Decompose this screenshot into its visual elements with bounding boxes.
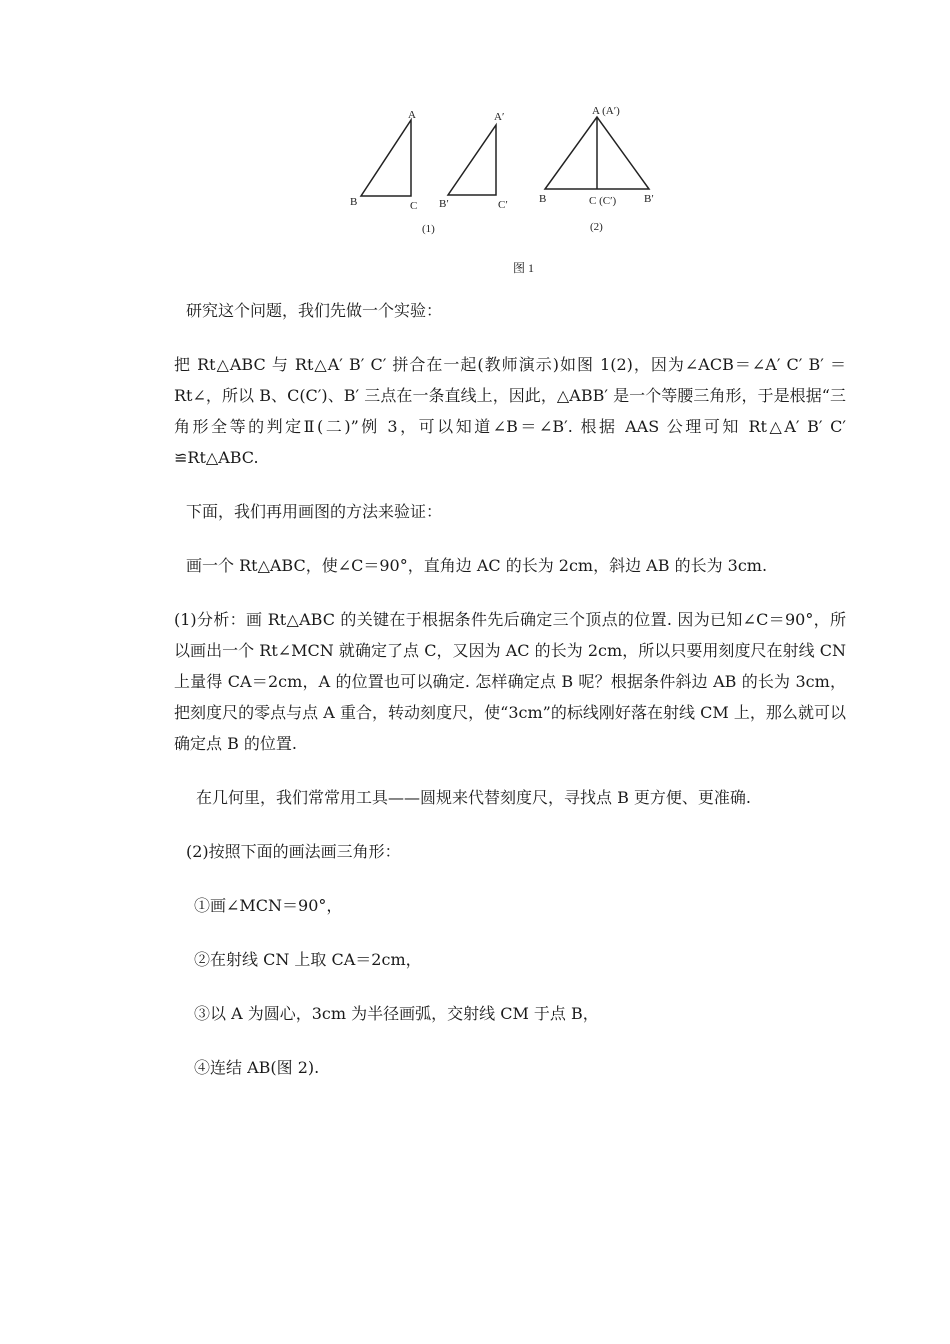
step-2: ②在射线 CN 上取 CA＝2cm， [194,950,422,969]
triangle-abc [361,120,411,196]
label-b-prime-2: B′ [644,193,654,205]
label-a-prime: A′ [494,111,505,123]
label-a: A [408,109,416,121]
triangles-diagram [330,100,670,280]
paragraph-experiment: 把 Rt△ABC 与 Rt△A′ B′ C′ 拼合在一起(教师演示)如图 1(2)，因为∠ACB＝∠A′ C′ B′ ＝Rt∠，所以 B、C(C′)、B′ 三点在一条直线上，因此，△ABB′ 是一个等腰三角形，于是根据“三角形全等的判定Ⅱ(二)”例 3，可以知道∠B＝∠B′. 根据 AAS 公理可知 Rt△A′ B′ C′ ≌Rt△ABC. [174,355,846,467]
figure-caption: 图 1 [513,261,535,275]
paragraph-intro: 研究这个问题，我们先做一个实验： [186,301,443,320]
document-body [174,295,856,1106]
paragraph-analysis: (1)分析：画 Rt△ABC 的关键在于根据条件先后确定三个顶点的位置. 因为已知∠C＝90°，所以画出一个 Rt∠MCN 就确定了点 C，又因为 AC 的长为 2cm，所以只要用刻度尺在射线 CN 上量得 CA＝2cm，A 的位置也可以确定. 怎样确定点 B 呢？根据条件斜边 AB 的长为 3cm，把刻度尺的零点与点 A 重合，转动刻度尺，使“3cm”的标线刚好落在射线 CM 上，那么就可以确定点 B 的位置. [174,610,846,753]
step-4: ④连结 AB(图 2). [194,1058,320,1077]
label-b: B [350,196,358,208]
paragraph-wrapper [174,349,846,473]
label-b-prime: B′ [439,198,449,210]
step-3: ③以 A 为圆心，3cm 为半径画弧，交射线 CM 于点 B， [194,1004,599,1023]
triangle-abc-prime [448,125,496,195]
paragraph-compass: 在几何里，我们常常用工具——圆规来代替刻度尺，寻找点 B 更方便、更准确. [196,788,752,807]
subcaption-1: (1) [422,223,435,235]
label-b-2: B [539,193,547,205]
paragraph-verify: 下面，我们再用画图的方法来验证： [186,502,443,521]
paragraph-wrapper-analysis [174,604,846,759]
step-1: ①画∠MCN＝90°， [194,896,343,915]
label-c-c-prime: C (C′) [589,195,617,207]
label-a-a-prime: A (A′) [592,105,620,117]
paragraph-draw-task: 画一个 Rt△ABC，使∠C＝90°，直角边 AC 的长为 2cm，斜边 AB 的长为 3cm. [186,556,768,575]
label-c-prime: C′ [498,199,508,211]
subcaption-2: (2) [590,221,603,233]
paragraph-steps-intro: (2)按照下面的画法画三角形： [186,842,401,861]
label-c: C [410,200,418,212]
figure-1 [330,100,670,280]
